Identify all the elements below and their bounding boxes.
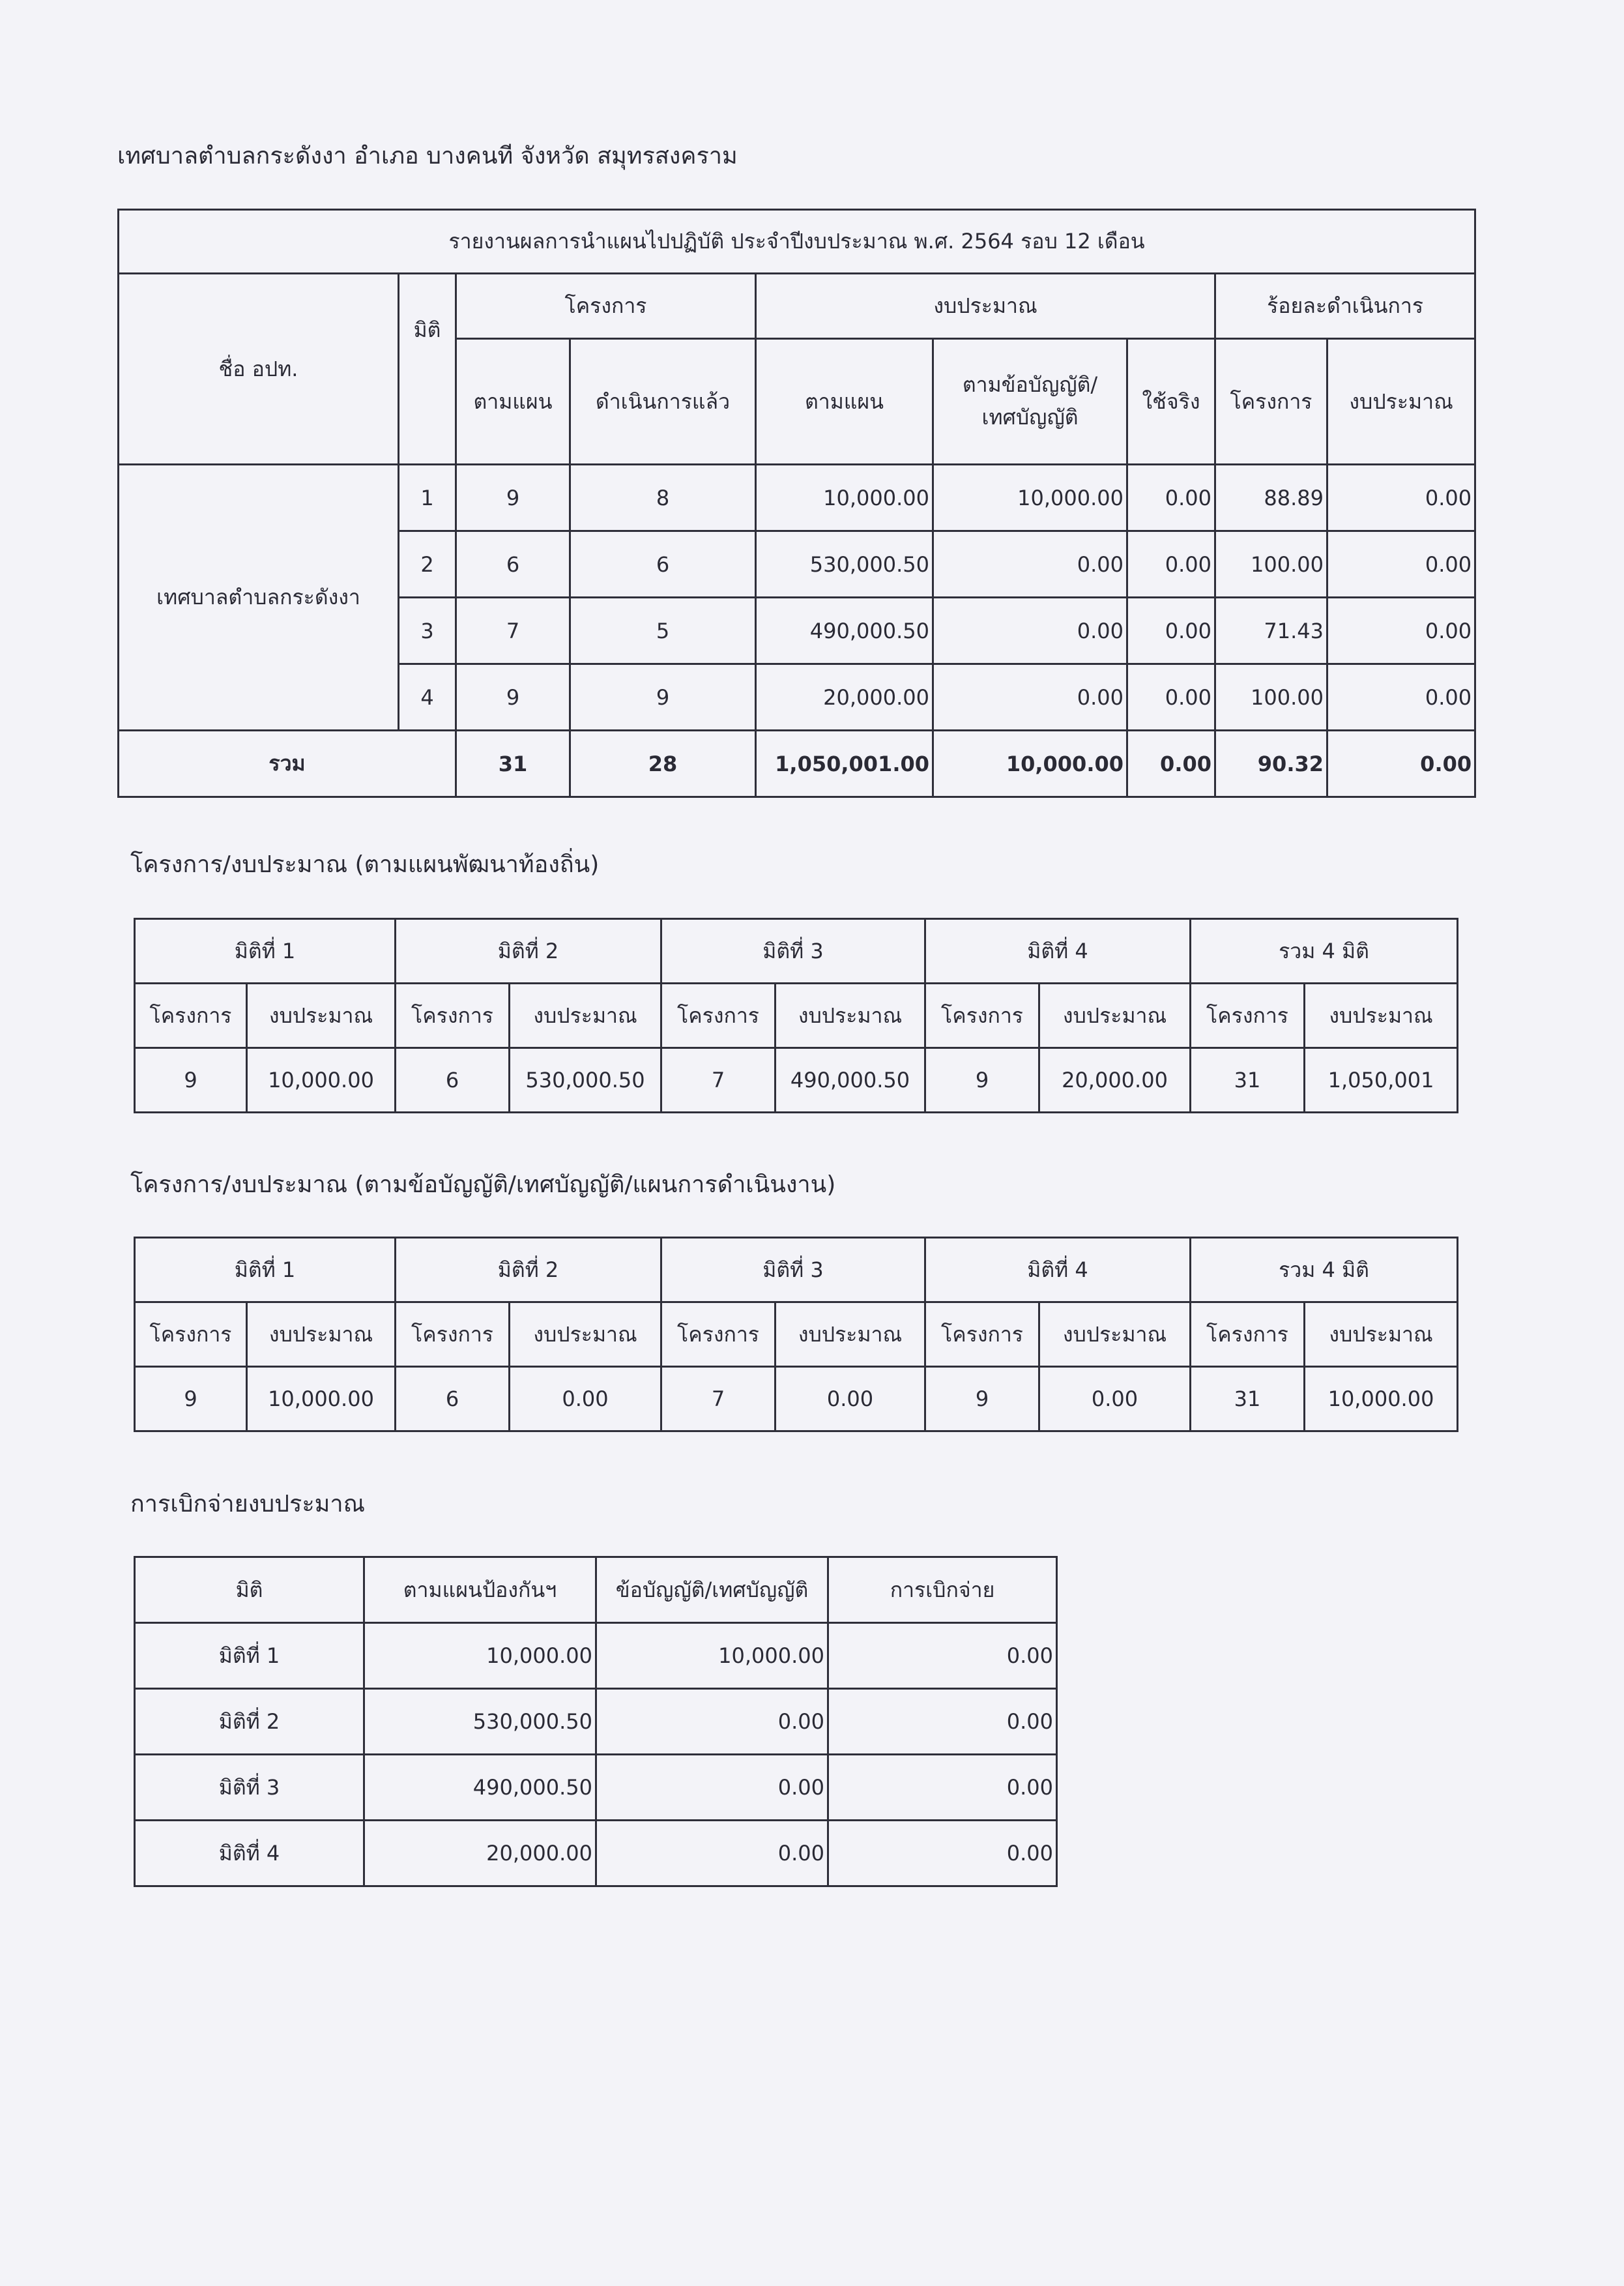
group-header: มิติที่ 2 [396,919,661,984]
group-header: มิติที่ 3 [661,919,925,984]
project-count-cell: 31 [1191,1048,1305,1113]
sub-header-budget: งบประมาณ [776,1302,925,1367]
group-header: รวม 4 มิติ [1191,1238,1458,1302]
group-header: มิติที่ 1 [135,919,396,984]
budget-cell: 1,050,001 [1305,1048,1458,1113]
total-plan-cell: 31 [456,731,570,797]
budget-cell: 20,000.00 [1039,1048,1191,1113]
actual-cell: 0.00 [1127,465,1215,531]
header-regulation: ข้อบัญญัติ/เทศบัญญัติ [596,1557,828,1623]
plan-cell: 7 [456,598,570,664]
table-row [119,465,1475,531]
group-header: รวม 4 มิติ [1191,919,1458,984]
dimension-cell: 1 [399,465,456,531]
plan-cell: 9 [456,465,570,531]
table-row [135,1623,1057,1689]
total-budget-plan-cell: 1,050,001.00 [756,731,933,797]
group-header: มิติที่ 1 [135,1238,396,1302]
header-percent-budget: งบประมาณ [1327,339,1475,465]
plan-cell: 6 [456,531,570,598]
project-count-cell: 9 [925,1048,1039,1113]
paid-cell: 0.00 [828,1623,1057,1689]
sub-header-budget: งบประมาณ [776,984,925,1048]
dimension-cell: 4 [399,664,456,731]
header-budget-plan: ตามแผน [756,339,933,465]
org-name-cell: เทศบาลตำบลกระดังงา [119,465,399,731]
total-budget-regulation-cell: 10,000.00 [933,731,1127,797]
table-row [135,1755,1057,1821]
dimension-cell: 3 [399,598,456,664]
regulation-cell: 0.00 [596,1821,828,1886]
report-table [117,209,1476,798]
budget-cell: 10,000.00 [247,1048,396,1113]
plan-cell: 9 [456,664,570,731]
sub-header-budget: งบประมาณ [1305,984,1458,1048]
actual-cell: 0.00 [1127,531,1215,598]
done-cell: 8 [570,465,756,531]
paid-cell: 0.00 [828,1755,1057,1821]
percent-budget-cell: 0.00 [1327,664,1475,731]
project-count-cell: 9 [135,1367,247,1431]
budget-cell: 0.00 [510,1367,661,1431]
budget-cell: 10,000.00 [247,1367,396,1431]
group-header: มิติที่ 3 [661,1238,925,1302]
plan-cell: 530,000.50 [364,1689,596,1755]
plan-cell: 10,000.00 [364,1623,596,1689]
header-budget-actual: ใช้จริง [1127,339,1215,465]
sub-header-project: โครงการ [135,1302,247,1367]
budget-cell: 0.00 [776,1367,925,1431]
percent-budget-cell: 0.00 [1327,531,1475,598]
table-row [135,1048,1458,1113]
total-actual-cell: 0.00 [1127,731,1215,797]
actual-cell: 0.00 [1127,664,1215,731]
plan-section-heading: โครงการ/งบประมาณ (ตามแผนพัฒนาท้องถิ่น) [130,851,600,878]
header-disbursement: การเบิกจ่าย [828,1557,1057,1623]
header-prevention-plan: ตามแผนป้องกันฯ [364,1557,596,1623]
project-count-cell: 31 [1191,1367,1305,1431]
done-cell: 6 [570,531,756,598]
budget-plan-cell: 490,000.50 [756,598,933,664]
percent-project-cell: 88.89 [1215,465,1327,531]
total-percent-budget-cell: 0.00 [1327,731,1475,797]
report-title: รายงานผลการนำแผนไปปฏิบัติ ประจำปีงบประมาณ พ.ศ. 2564 รอบ 12 เดือน [119,210,1475,274]
regulation-cell: 10,000.00 [596,1623,828,1689]
budget-regulation-cell: 10,000.00 [933,465,1127,531]
sub-header-project: โครงการ [925,984,1039,1048]
sub-header-budget: งบประมาณ [1039,1302,1191,1367]
page-heading: เทศบาลตำบลกระดังงา อำเภอ บางคนที จังหวัด สมุทรสงคราม [117,143,738,169]
dimension-cell: 2 [399,531,456,598]
sub-header-budget: งบประมาณ [1305,1302,1458,1367]
total-done-cell: 28 [570,731,756,797]
paid-cell: 0.00 [828,1821,1057,1886]
header-org-name: ชื่อ อปท. [119,274,399,465]
sub-header-project: โครงการ [135,984,247,1048]
regulation-cell: 0.00 [596,1689,828,1755]
sub-header-budget: งบประมาณ [510,1302,661,1367]
sub-header-project: โครงการ [1191,1302,1305,1367]
dimension-cell: มิติที่ 1 [135,1623,364,1689]
sub-header-project: โครงการ [396,984,510,1048]
group-header: มิติที่ 2 [396,1238,661,1302]
header-dimension: มิติ [135,1557,364,1623]
sub-header-budget: งบประมาณ [510,984,661,1048]
budget-cell: 490,000.50 [776,1048,925,1113]
regulation-dimension-table [134,1237,1458,1432]
project-count-cell: 9 [135,1048,247,1113]
sub-header-project: โครงการ [396,1302,510,1367]
percent-budget-cell: 0.00 [1327,598,1475,664]
dimension-cell: มิติที่ 4 [135,1821,364,1886]
budget-cell: 0.00 [1039,1367,1191,1431]
sub-header-budget: งบประมาณ [1039,984,1191,1048]
table-row [135,1367,1458,1431]
percent-budget-cell: 0.00 [1327,465,1475,531]
project-count-cell: 7 [661,1048,776,1113]
percent-project-cell: 100.00 [1215,531,1327,598]
percent-project-cell: 100.00 [1215,664,1327,731]
budget-plan-cell: 10,000.00 [756,465,933,531]
sub-header-project: โครงการ [925,1302,1039,1367]
budget-cell: 530,000.50 [510,1048,661,1113]
header-project-group: โครงการ [456,274,756,339]
budget-plan-cell: 20,000.00 [756,664,933,731]
sub-header-project: โครงการ [661,1302,776,1367]
table-row [135,1821,1057,1886]
dimension-cell: มิติที่ 3 [135,1755,364,1821]
budget-regulation-cell: 0.00 [933,598,1127,664]
sub-header-project: โครงการ [1191,984,1305,1048]
budget-plan-cell: 530,000.50 [756,531,933,598]
group-header: มิติที่ 4 [925,1238,1191,1302]
sub-header-project: โครงการ [661,984,776,1048]
project-count-cell: 6 [396,1367,510,1431]
table-row [135,1689,1057,1755]
regulation-cell: 0.00 [596,1755,828,1821]
header-percent-group: ร้อยละดำเนินการ [1215,274,1475,339]
dimension-cell: มิติที่ 2 [135,1689,364,1755]
done-cell: 9 [570,664,756,731]
total-label: รวม [119,731,456,797]
done-cell: 5 [570,598,756,664]
sub-header-budget: งบประมาณ [247,1302,396,1367]
project-count-cell: 6 [396,1048,510,1113]
sub-header-budget: งบประมาณ [247,984,396,1048]
header-budget-regulation: ตามข้อบัญญัติ/ เทศบัญญัติ [933,339,1127,465]
total-row [119,731,1475,797]
percent-project-cell: 71.43 [1215,598,1327,664]
header-percent-project: โครงการ [1215,339,1327,465]
actual-cell: 0.00 [1127,598,1215,664]
project-count-cell: 7 [661,1367,776,1431]
budget-cell: 10,000.00 [1305,1367,1458,1431]
plan-dimension-table [134,918,1458,1113]
plan-cell: 490,000.50 [364,1755,596,1821]
regulation-section-heading: โครงการ/งบประมาณ (ตามข้อบัญญัติ/เทศบัญญัติ/แผนการดำเนินงาน) [130,1171,836,1198]
header-project-done: ดำเนินการแล้ว [570,339,756,465]
disbursement-table [134,1556,1058,1887]
project-count-cell: 9 [925,1367,1039,1431]
disbursement-section-heading: การเบิกจ่ายงบประมาณ [130,1491,365,1517]
budget-regulation-cell: 0.00 [933,664,1127,731]
plan-cell: 20,000.00 [364,1821,596,1886]
total-percent-project-cell: 90.32 [1215,731,1327,797]
header-dimension: มิติ [399,274,456,465]
paid-cell: 0.00 [828,1689,1057,1755]
header-budget-group: งบประมาณ [756,274,1215,339]
group-header: มิติที่ 4 [925,919,1191,984]
budget-regulation-cell: 0.00 [933,531,1127,598]
header-project-plan: ตามแผน [456,339,570,465]
